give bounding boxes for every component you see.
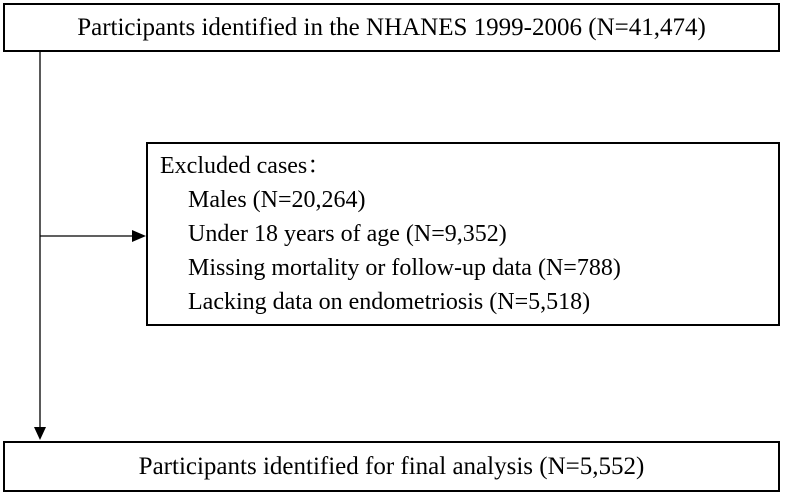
excluded-cases-title: Excluded cases： <box>160 153 332 179</box>
final-analysis-box <box>3 441 780 492</box>
exclusion-item-lacking-endometriosis: Lacking data on endometriosis (N=5,518) <box>188 289 591 315</box>
excluded-cases-box <box>146 142 780 326</box>
exclusion-item-under-18: Under 18 years of age (N=9,352) <box>188 221 507 247</box>
down-arrowhead <box>34 427 46 440</box>
final-analysis-text: Participants identified for final analysis (N=5,552) <box>138 452 645 480</box>
right-arrowhead <box>132 230 146 242</box>
participants-identified-text: Participants identified in the NHANES 1999-2006 (N=41,474) <box>77 13 706 41</box>
exclusion-item-males: Males (N=20,264) <box>188 187 366 213</box>
exclusion-item-missing-mortality: Missing mortality or follow-up data (N=788) <box>188 255 621 281</box>
participants-identified-box <box>3 3 780 52</box>
